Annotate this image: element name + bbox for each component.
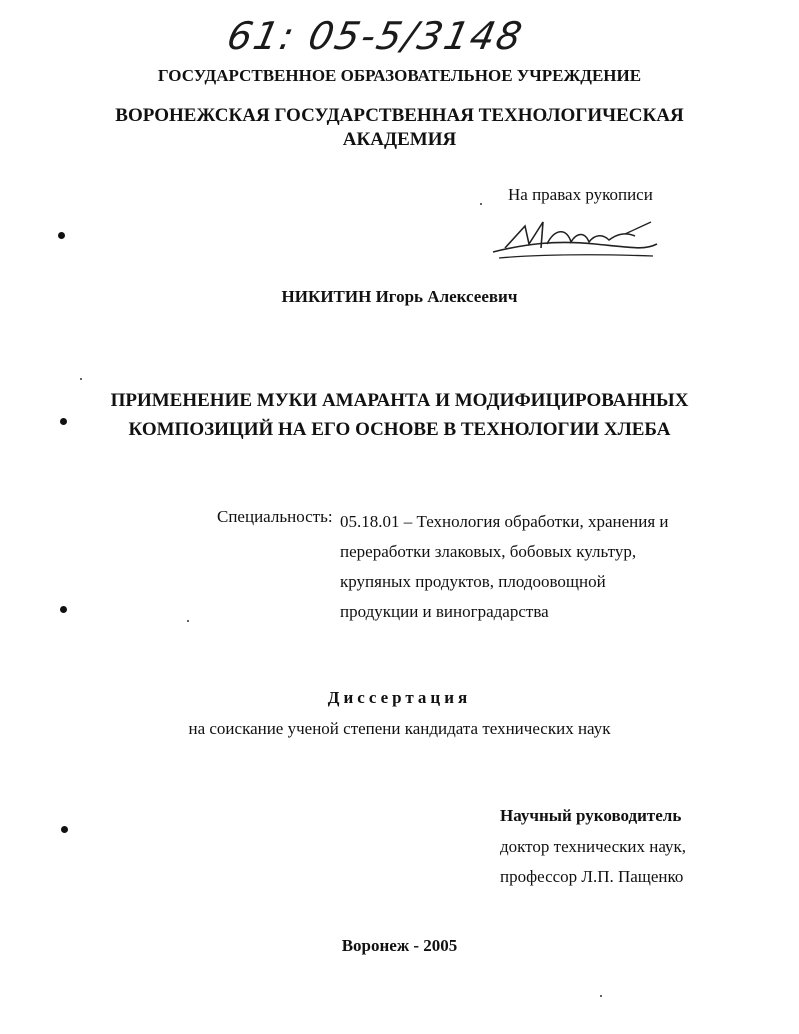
author-name bbox=[0, 287, 799, 307]
degree-statement: на соискание ученой степени кандидата технических наук bbox=[188, 719, 611, 738]
archive-code: 61: 05-5/3148 bbox=[223, 14, 528, 58]
city-year: Воронеж - 2005 bbox=[341, 936, 458, 955]
supervisor-name: профессор Л.П. Пащенко bbox=[500, 867, 684, 886]
signature-image bbox=[485, 214, 665, 264]
institution-name-line1: ВОРОНЕЖСКАЯ ГОСУДАРСТВЕННАЯ ТЕХНОЛОГИЧЕСКАЯ bbox=[115, 105, 684, 126]
specialty-line: 05.18.01 – Технология обработки, хранения и bbox=[340, 512, 669, 531]
specialty-text bbox=[340, 507, 700, 627]
scan-speck bbox=[187, 620, 189, 622]
institution-name-line2: АКАДЕМИЯ bbox=[342, 129, 457, 150]
scan-mark bbox=[60, 418, 67, 425]
work-type: Диссертация bbox=[327, 688, 472, 707]
scan-speck bbox=[80, 378, 82, 380]
scan-mark bbox=[58, 232, 65, 239]
rights-note: На правах рукописи bbox=[508, 185, 653, 204]
supervisor-heading: Научный руководитель bbox=[500, 806, 682, 825]
institution-type: ГОСУДАРСТВЕННОЕ ОБРАЗОВАТЕЛЬНОЕ УЧРЕЖДЕНИЕ bbox=[157, 66, 642, 85]
title-line1: ПРИМЕНЕНИЕ МУКИ АМАРАНТА И МОДИФИЦИРОВАННЫХ bbox=[110, 390, 689, 411]
institution-name bbox=[0, 104, 799, 152]
scan-speck bbox=[600, 995, 602, 997]
specialty-line: крупяных продуктов, плодоовощной bbox=[340, 572, 606, 591]
title-line2: КОМПОЗИЦИЙ НА ЕГО ОСНОВЕ В ТЕХНОЛОГИИ ХЛЕБА bbox=[128, 419, 671, 440]
scan-mark bbox=[60, 606, 67, 613]
specialty-line: переработки злаковых, бобовых культур, bbox=[340, 542, 637, 561]
specialty-label: Специальность: bbox=[217, 507, 333, 526]
author-surname: НИКИТИН bbox=[281, 287, 372, 306]
author-given-name: Игорь Алексеевич bbox=[375, 287, 518, 306]
scan-mark bbox=[61, 826, 68, 833]
scan-speck bbox=[480, 203, 482, 205]
dissertation-title bbox=[0, 386, 799, 444]
specialty-line: продукции и виноградарства bbox=[340, 602, 549, 621]
supervisor-degree: доктор технических наук, bbox=[500, 837, 687, 856]
